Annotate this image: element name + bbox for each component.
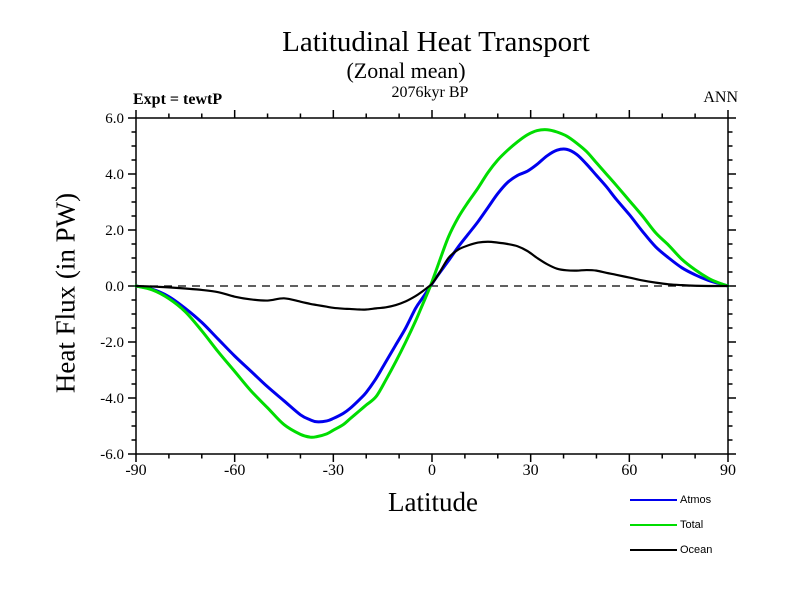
x-tick-label: 60 [621,462,638,479]
chart-title: Latitudinal Heat Transport [282,26,590,58]
x-tick-label: -60 [224,462,246,479]
season-label: ANN [703,89,738,106]
x-tick-label: -90 [125,462,147,479]
legend-label: Ocean [680,543,713,556]
series-line-ocean [136,242,728,310]
experiment-label: Expt = tewtP [133,91,223,108]
x-axis-label: Latitude [388,487,478,517]
x-tick-label: -30 [322,462,344,479]
legend-swatch [630,524,677,526]
legend-item-atmos [630,487,712,512]
y-tick-label: -6.0 [100,447,124,463]
time-label: 2076kyr BP [391,84,469,101]
legend-swatch [630,549,677,551]
x-tick-label: 90 [720,462,736,479]
y-tick-label: 0.0 [105,279,124,295]
y-tick-label: 6.0 [105,111,124,127]
legend-item-ocean [630,537,712,562]
x-tick-label: 0 [428,462,436,479]
legend [630,487,712,562]
y-tick-label: 2.0 [105,223,124,239]
y-axis-label: Heat Flux (in PW) [50,192,81,394]
legend-swatch [630,499,677,501]
y-tick-label: 4.0 [105,167,124,183]
chart-subtitle: (Zonal mean) [346,58,466,83]
legend-item-total [630,512,712,537]
y-tick-label: -4.0 [100,391,124,407]
legend-label: Atmos [680,493,712,506]
x-tick-label: 30 [522,462,539,479]
legend-label: Total [680,518,704,531]
y-tick-label: -2.0 [100,335,124,351]
